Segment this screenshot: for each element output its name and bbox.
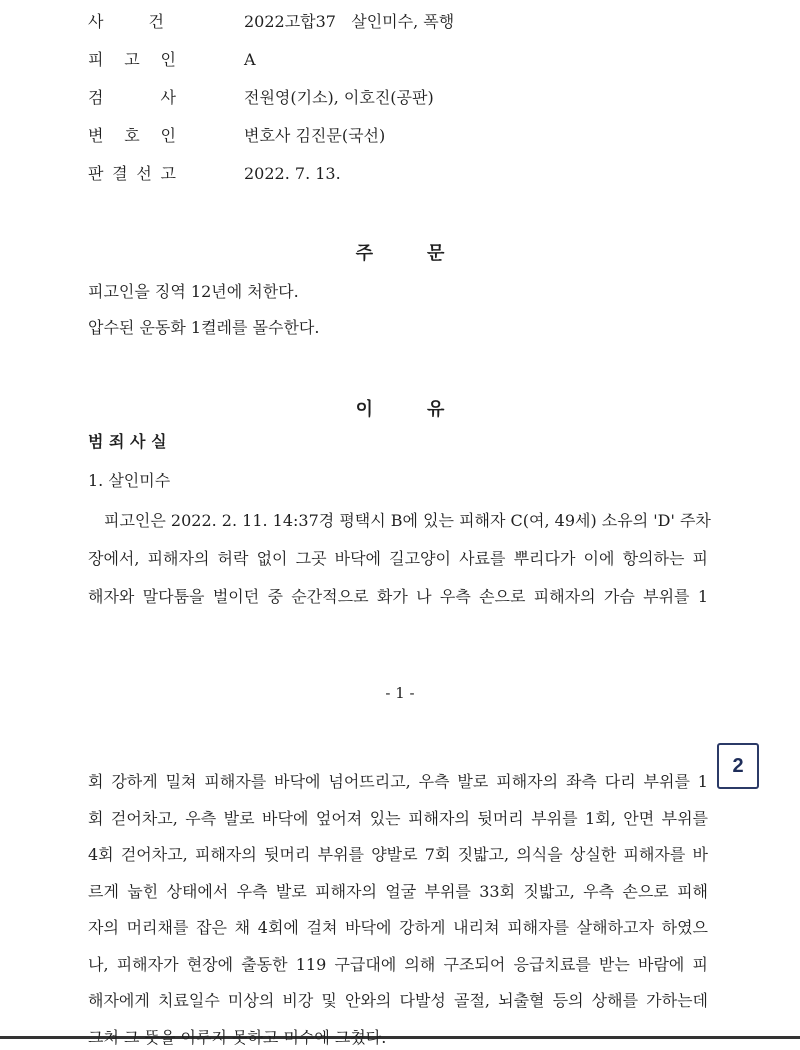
case-info-value: A	[244, 50, 256, 69]
body-line: 자의 머리채를 잡은 채 4회에 걸쳐 바닥에 강하게 내리쳐 피해자를 살해하고자 하였으	[88, 918, 708, 937]
section-title: 범 죄 사 실	[88, 432, 167, 451]
case-info-label: 판 결 선 고	[88, 164, 176, 183]
body-line: 나, 피해자가 현장에 출동한 119 구급대에 의해 구조되어 응급치료를 받는 바람에 피	[88, 954, 708, 974]
case-info-value: 2022고합37 살인미수, 폭행	[244, 12, 455, 31]
body-line: 해자와 말다툼을 벌이던 중 순간적으로 화가 나 우측 손으로 피해자의 가슴 부위를 1	[88, 587, 708, 606]
case-info-label: 피 고 인	[88, 50, 176, 69]
page-badge: 2	[717, 743, 759, 789]
case-info-label: 검 사	[88, 88, 176, 107]
body-line: 그쳐 그 뜻을 이루지 못하고 미수에 그쳤다.	[88, 1027, 387, 1047]
case-info-label: 사 건	[88, 12, 164, 31]
body-line: 4회 걷어차고, 피해자의 뒷머리 부위를 양발로 7회 짓밟고, 의식을 상실한 피해자를 바	[88, 845, 708, 864]
order-heading: 주문	[355, 243, 499, 264]
body-line: 장에서, 피해자의 허락 없이 그곳 바닥에 길고양이 사료를 뿌리다가 이에 항의하는 피	[88, 549, 708, 568]
body-line: 르게 눕힌 상태에서 우측 발로 피해자의 얼굴 부위를 33회 짓밟고, 우측 손으로 피해	[88, 881, 708, 901]
reasons-heading: 이유	[355, 399, 499, 420]
order-line: 피고인을 징역 12년에 처한다.	[88, 282, 299, 301]
page-number: - 1 -	[385, 684, 415, 702]
body-line: 해자에게 치료일수 미상의 비강 및 안와의 다발성 골절, 뇌출혈 등의 상해를 가하는데	[88, 991, 708, 1010]
case-info-label: 변 호 인	[88, 126, 176, 145]
case-info-value: 전원영(기소), 이호진(공판)	[244, 88, 434, 107]
order-line: 압수된 운동화 1켤레를 몰수한다.	[88, 318, 320, 337]
body-line: 회 강하게 밀쳐 피해자를 바닥에 넘어뜨리고, 우측 발로 피해자의 좌측 다리 부위를 1	[88, 772, 708, 791]
case-info-value: 변호사 김진문(국선)	[244, 126, 386, 145]
body-line: 피고인은 2022. 2. 11. 14:37경 평택시 B에 있는 피해자 C(여, 49세) 소유의 'D' 주차	[104, 511, 711, 530]
subsection-title: 1. 살인미수	[88, 471, 171, 490]
body-line: 회 걷어차고, 우측 발로 바닥에 엎어져 있는 피해자의 뒷머리 부위를 1회, 안면 부위를	[88, 808, 708, 828]
case-info-value: 2022. 7. 13.	[244, 164, 341, 183]
